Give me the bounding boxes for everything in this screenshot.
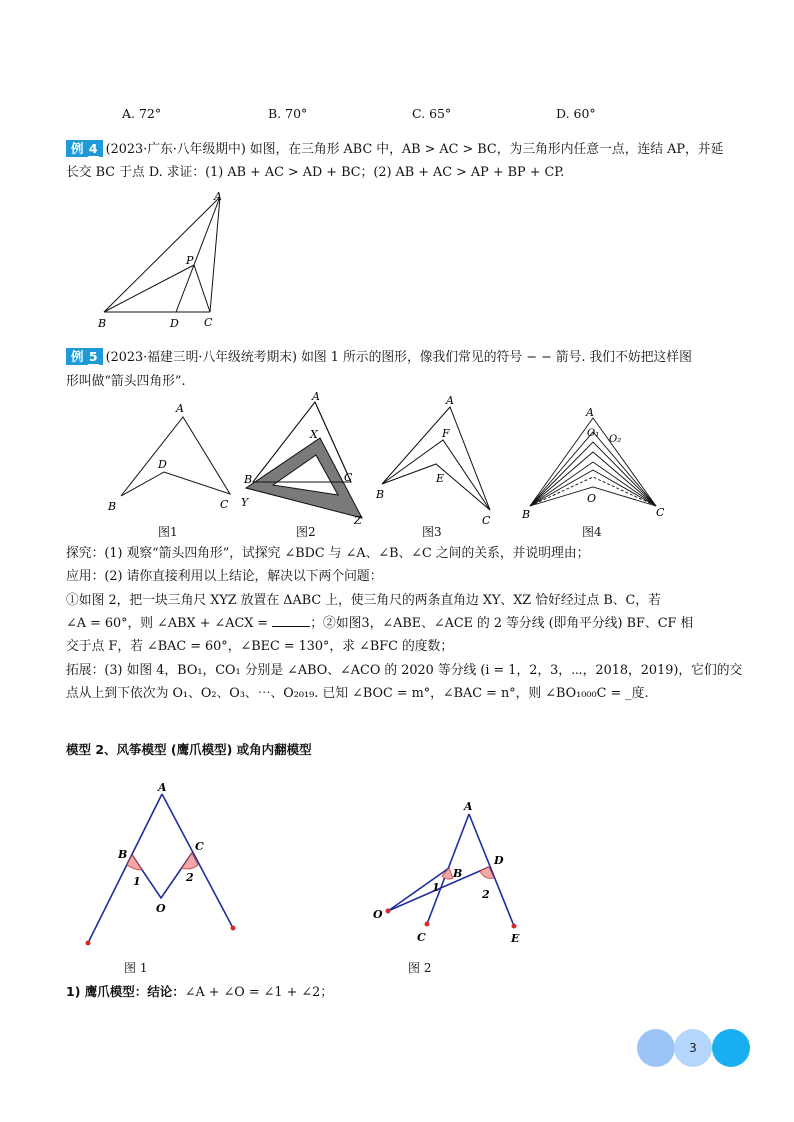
fig2-label-y: Y: [241, 496, 249, 509]
fig2-label-x: X: [310, 428, 318, 441]
fig1-label-a: A: [176, 402, 184, 415]
answer-blank[interactable]: [272, 612, 310, 627]
ex5-fig2-caption: 图2: [296, 525, 316, 539]
m1-label-c: C: [195, 840, 204, 853]
model2-heading: 模型 2、风筝模型 (鹰爪模型) 或角内翻模型: [66, 742, 312, 757]
fig3-label-f: F: [442, 427, 450, 440]
model2-fig1-caption: 图 1: [124, 961, 148, 975]
model2-fig2: [370, 796, 540, 946]
example4-badge: 例 4: [66, 140, 103, 157]
ex5-q4a: 拓展：(3) 如图 4，BO₁，CO₁ 分别是 ∠ABO、∠ACO 的 2020 等分线 (i = 1，2，3，⋯，2018，2019)，它们的交: [66, 663, 743, 678]
fig2-label-z: Z: [354, 514, 362, 527]
model2-fig1: [78, 778, 248, 958]
m2-label-1: 1: [432, 881, 440, 894]
option-a: A. 72°: [122, 106, 162, 121]
fig1-label-b: B: [108, 500, 117, 513]
fig2-label-c: C: [344, 471, 353, 484]
fig1-label-c: C: [220, 498, 229, 511]
fig4-label-o1: O₁: [587, 428, 600, 439]
m1-label-1: 1: [133, 875, 141, 888]
ex5-q1: 探究：(1) 观察“箭头四角形”，试探究 ∠BDC 与 ∠A、∠B、∠C 之间的关系，并说明理由；: [66, 546, 590, 561]
fig4-label-a: A: [586, 406, 594, 419]
fig4-label-c: C: [656, 506, 665, 519]
fig2-label-b: B: [244, 473, 253, 486]
ex5-q3b: ∠A = 60°，则 ∠ABX + ∠ACX = ；②如图3，∠ABE、∠ACE 的 2 等分线 (即角平分线) BF、CF 相: [66, 612, 693, 635]
fig4-label-o: O: [587, 492, 597, 505]
example5-badge: 例 5: [66, 348, 103, 365]
option-c: C. 65°: [412, 106, 452, 121]
example4-line2: 长交 BC 于点 D. 求证：(1) AB + AC > AD + BC；(2) AB + AC > AP + BP + CP.: [66, 165, 565, 180]
m2-label-e: E: [511, 932, 520, 945]
page-number: 3: [689, 1041, 697, 1055]
model2-conclusion: 1) 鹰爪模型：结论：∠A + ∠O = ∠1 + ∠2；: [66, 984, 334, 1000]
fig2-label-a: A: [312, 390, 320, 403]
m2-label-o: O: [373, 908, 383, 921]
ex4-label-b: B: [98, 317, 107, 330]
m2-label-c: C: [417, 931, 426, 944]
ex4-label-c: C: [204, 316, 213, 329]
example5-line2: 形叫做“箭头四角形”.: [66, 374, 186, 389]
ex4-label-p: P: [186, 254, 194, 267]
ex5-fig3: [372, 390, 502, 530]
example4-line1: 例 4 (2023·广东·八年级期中) 如图，在三角形 ABC 中，AB > AC > BC，为三角形内任意一点，连结 AP，并延: [66, 138, 723, 161]
fig4-label-o2: O₂: [609, 434, 622, 445]
ex5-q3c: 交于点 F，若 ∠BAC = 60°，∠BEC = 130°，求 ∠BFC 的度数；: [66, 639, 454, 654]
ex5-fig4: [516, 402, 666, 522]
example4-triangle-figure: [96, 188, 236, 333]
ex5-q3a: ①如图 2，把一块三角尺 XYZ 放置在 ΔABC 上，使三角尺的两条直角边 XY、XZ 恰好经过点 B、C，若: [66, 593, 661, 608]
m1-label-2: 2: [186, 871, 194, 884]
m2-label-2: 2: [482, 888, 490, 901]
ex5-fig2: [238, 388, 378, 528]
model2-fig2-caption: 图 2: [408, 961, 432, 975]
m1-label-o: O: [156, 902, 166, 915]
fig3-label-a: A: [446, 394, 454, 407]
ex5-fig4-caption: 图4: [582, 525, 602, 539]
ex4-label-d: D: [170, 317, 179, 330]
fig3-label-e: E: [436, 472, 445, 485]
m2-label-d: D: [494, 854, 504, 867]
fig3-label-c: C: [482, 514, 491, 527]
page-number-circle: [674, 1029, 712, 1067]
fig1-label-d: D: [158, 458, 167, 471]
m1-label-a: A: [158, 781, 167, 794]
option-d: D. 60°: [556, 106, 596, 121]
m2-label-a: A: [464, 800, 473, 813]
example5-line1: 例 5 (2023·福建三明·八年级统考期末) 如图 1 所示的图形，像我们常见的符号 − − 箭号. 我们不妨把这样图: [66, 346, 692, 369]
ex5-q4b: 点从上到下依次为 O₁、O₂、O₃、⋯、O₂₀₁₉. 已知 ∠BOC = m°，∠BAC = n°，则 ∠BO₁₀₀₀C = _度.: [66, 686, 649, 701]
page-deco-circle-left: [637, 1029, 675, 1067]
ex5-fig1-caption: 图1: [158, 525, 178, 539]
ex5-fig1: [100, 396, 240, 521]
fig4-label-b: B: [522, 508, 531, 521]
ex4-label-a: A: [214, 190, 222, 203]
ex5-q2: 应用：(2) 请你直接利用以上结论，解决以下两个问题：: [66, 569, 383, 584]
m2-label-b: B: [453, 867, 463, 880]
page-deco-circle-right: [712, 1029, 750, 1067]
ex5-fig3-caption: 图3: [422, 525, 442, 539]
option-b: B. 70°: [268, 106, 308, 121]
m1-label-b: B: [118, 848, 128, 861]
fig3-label-b: B: [376, 488, 385, 501]
